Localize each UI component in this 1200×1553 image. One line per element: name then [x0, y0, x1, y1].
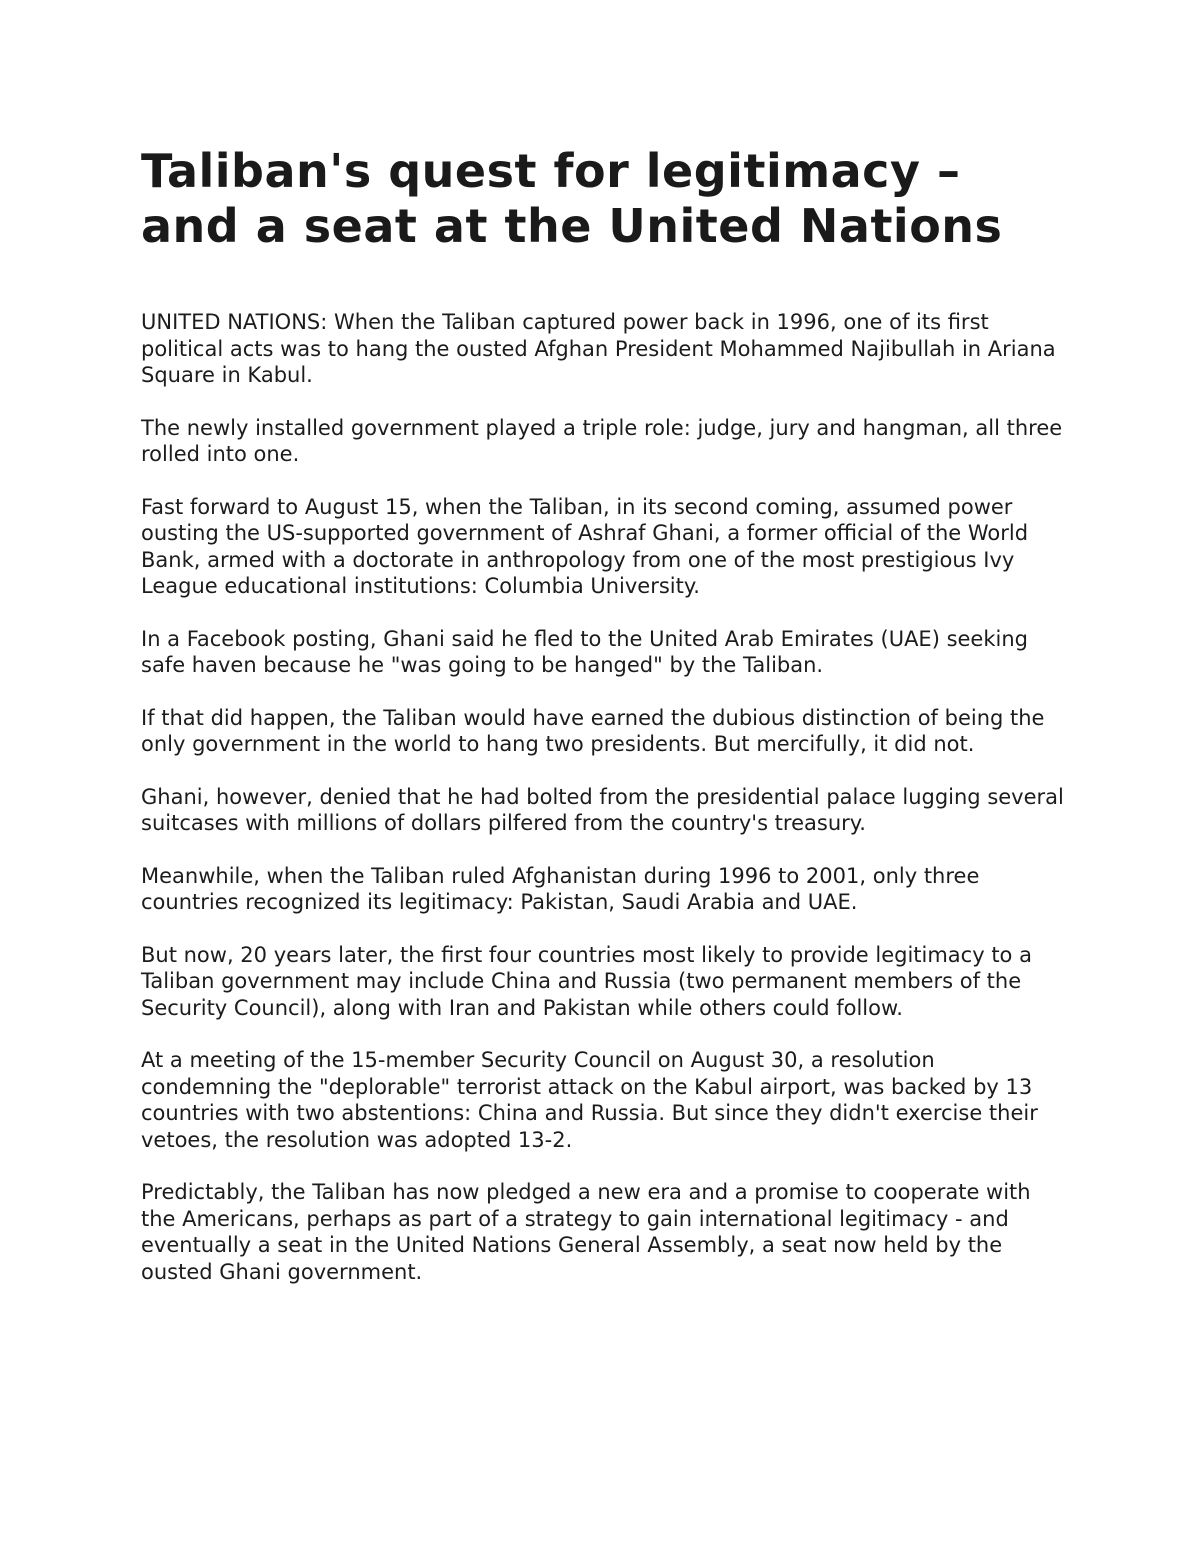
paragraph-3: Fast forward to August 15, when the Taliban, in its second coming, assumed power ousting the US-supported government of Ashraf Ghani, a former official of the World Bank, armed with a doctorate in anthropology from one of the most prestigious Ivy League educational institutions: Columbia University. [141, 494, 1029, 598]
paragraph-2: The newly installed government played a triple role: judge, jury and hangman, all three rolled into one. [141, 415, 1063, 466]
paragraph-5: If that did happen, the Taliban would have earned the dubious distinction of being the only government in the world to hang two presidents. But mercifully, it did not. [141, 705, 1045, 756]
title-line-1: Taliban's quest for legitimacy – [141, 144, 961, 198]
document-title [141, 144, 1071, 254]
paragraph-8: But now, 20 years later, the first four countries most likely to provide legitimacy to a Taliban government may include China and Russia (two permanent members of the Security Council), along with Iran and Pakistan while others could follow. [141, 942, 1032, 1020]
document-body [141, 309, 1071, 1285]
paragraph-9: At a meeting of the 15-member Security Council on August 30, a resolution condemning the "deplorable" terrorist attack on the Kabul airport, was backed by 13 countries with two abstentions: China and Russia. But since they didn't exercise their vetoes, the resolution was adopted 13-2. [141, 1048, 1038, 1152]
paragraph-4: In a Facebook posting, Ghani said he fled to the United Arab Emirates (UAE) seeking safe haven because he "was going to be hanged" by the Taliban. [141, 626, 1028, 677]
paragraph-7: Meanwhile, when the Taliban ruled Afghanistan during 1996 to 2001, only three countries recognized its legitimacy: Pakistan, Saudi Arabia and UAE. [141, 863, 980, 914]
paragraph-10: Predictably, the Taliban has now pledged a new era and a promise to cooperate with the Americans, perhaps as part of a strategy to gain international legitimacy - and eventually a seat in the United Nations General Assembly, a seat now held by the ousted Ghani government. [141, 1180, 1031, 1284]
paragraph-6: Ghani, however, denied that he had bolted from the presidential palace lugging several suitcases with millions of dollars pilfered from the country's treasury. [141, 784, 1064, 835]
document-content [141, 144, 1071, 1311]
title-line-2: and a seat at the United Nations [141, 199, 1003, 253]
paragraph-1: UNITED NATIONS: When the Taliban captured power back in 1996, one of its first political acts was to hang the ousted Afghan President Mohammed Najibullah in Ariana Square in Kabul. [141, 310, 1056, 387]
